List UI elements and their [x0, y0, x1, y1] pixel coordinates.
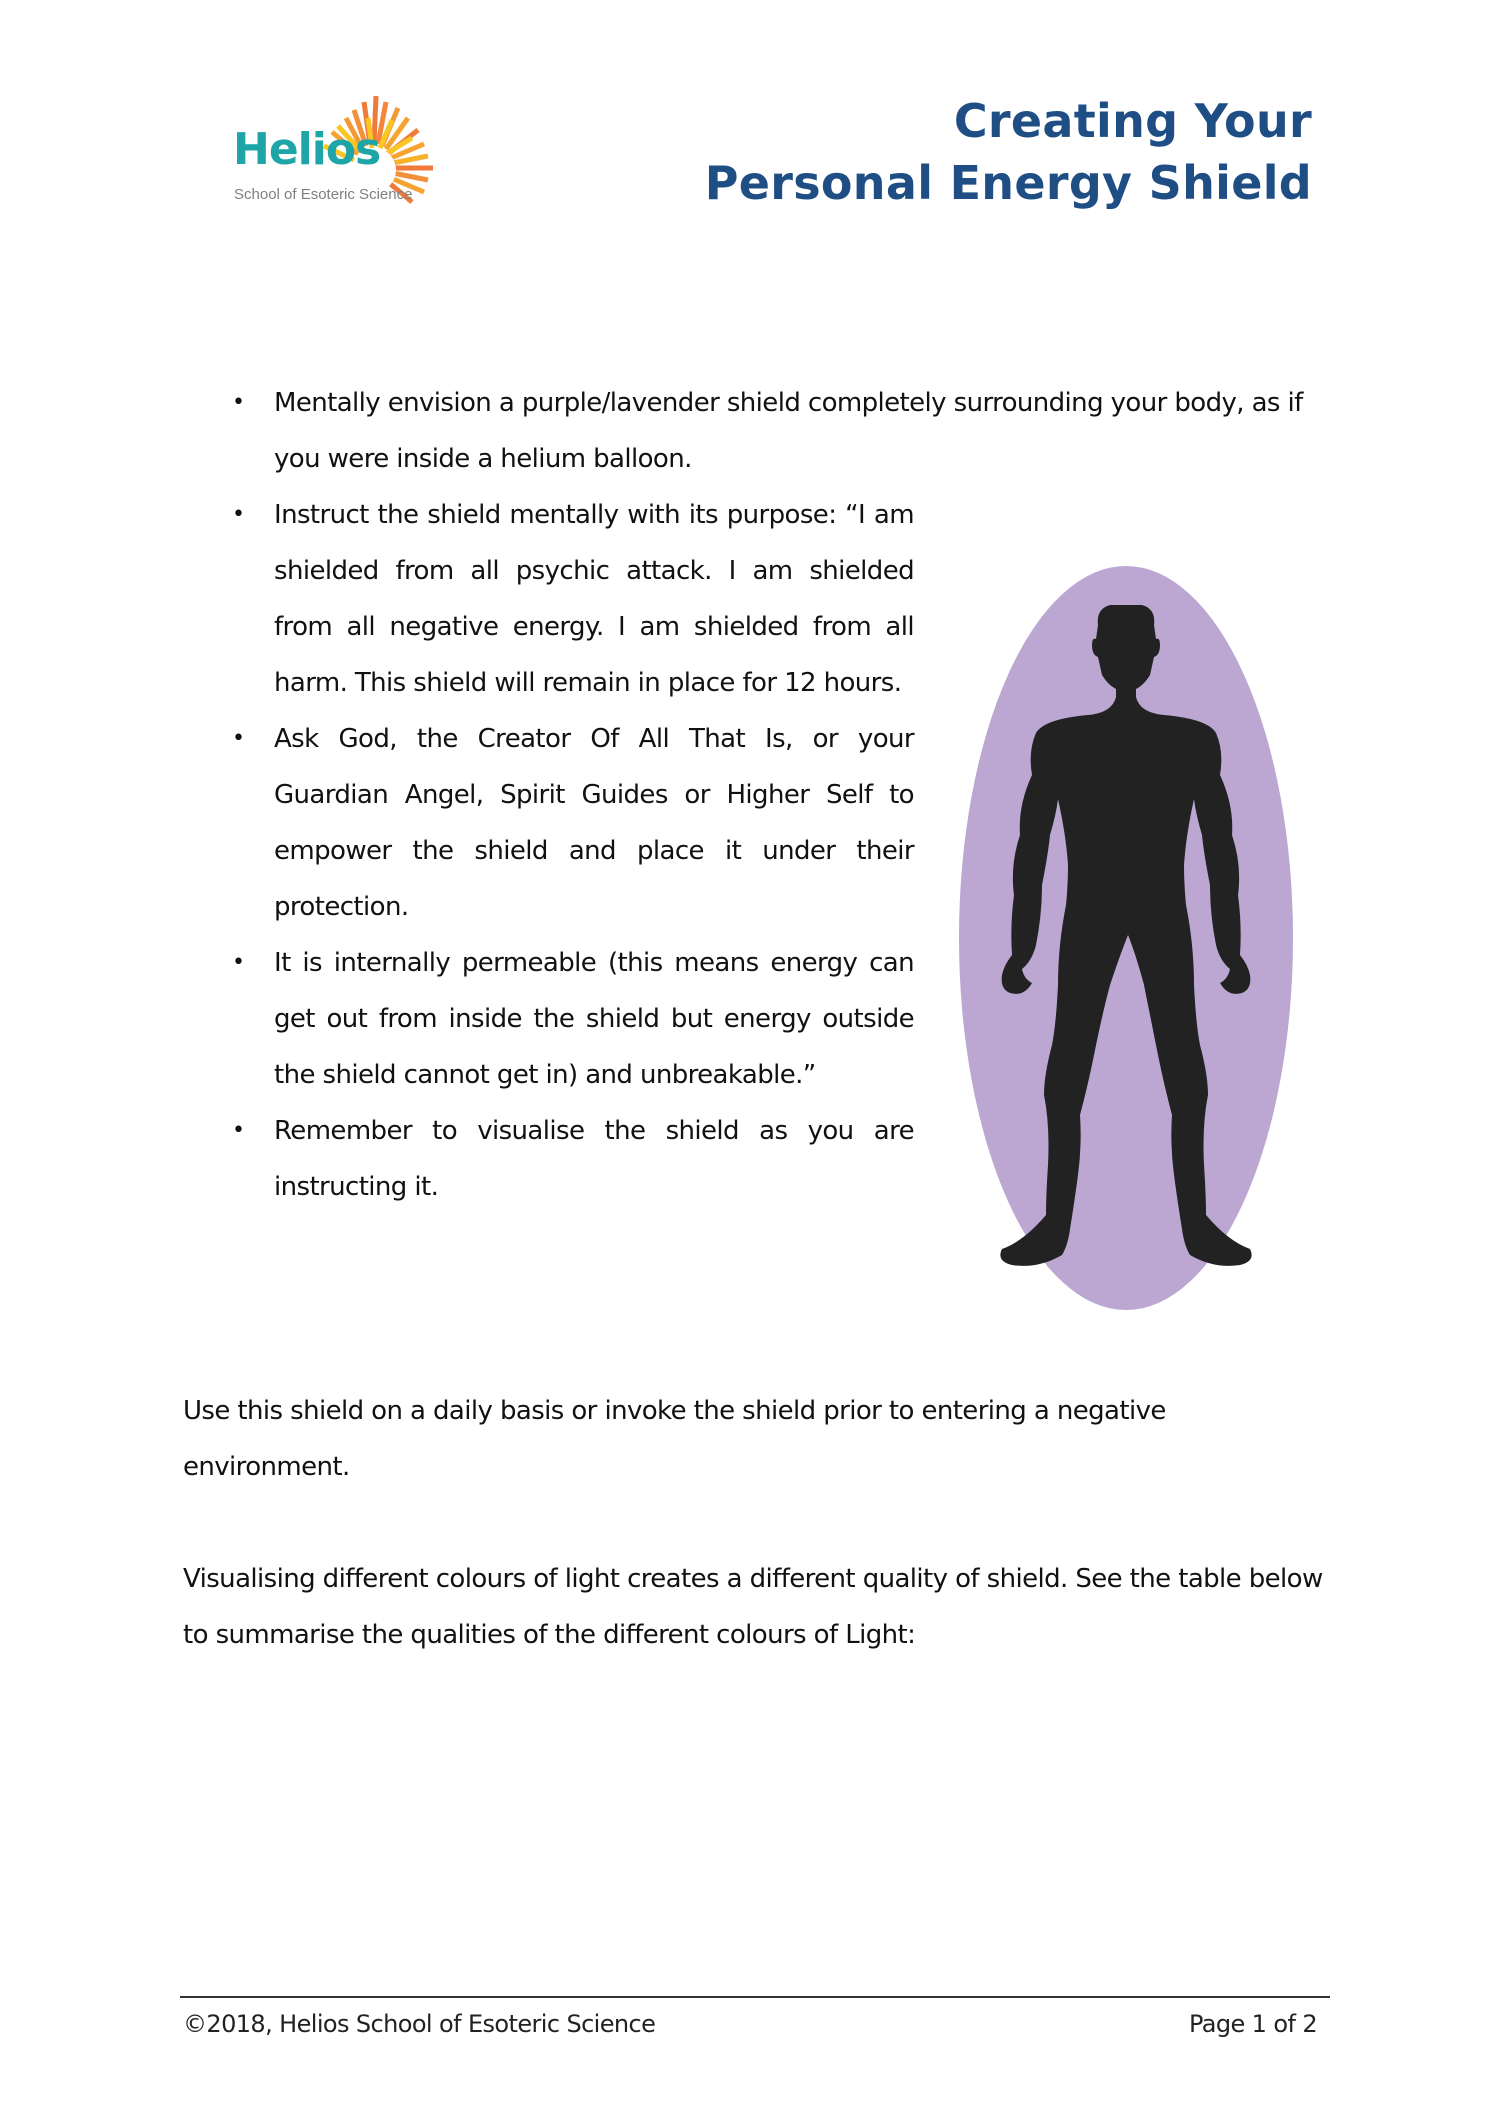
bullet-icon: •: [232, 390, 245, 415]
footer-page-number: Page 1 of 2: [1188, 2010, 1317, 2038]
page-title: [705, 90, 1312, 214]
footer-divider: [180, 1996, 1330, 1998]
bullet-icon: •: [232, 1118, 245, 1143]
list-item-text: Instruct the shield mentally with its purpose: “I am shielded from all psychic attack. I am shielded from all negative energy. I am shielded from all harm. This shield will remain in place for 12 hours.: [274, 500, 914, 698]
list-item: [230, 935, 914, 1103]
title-line-2: Personal Energy Shield: [704, 156, 1312, 210]
bullet-icon: •: [232, 950, 245, 975]
list-item-text: Mentally envision a purple/lavender shield completely surrounding your body, as if you were inside a helium balloon.: [274, 388, 1303, 474]
logo-subtitle: School of Esoteric Science: [234, 186, 413, 203]
list-item: [230, 375, 1324, 487]
bullet-icon: •: [232, 726, 245, 751]
list-item: [230, 1103, 914, 1215]
list-item-text: It is internally permeable (this means energy can get out from inside the shield but energy outside the shield cannot get in) and unbreakable.”: [274, 948, 914, 1090]
list-item: [230, 487, 914, 711]
logo-wordmark: Helios: [233, 124, 381, 175]
shield-figure: [958, 565, 1294, 1311]
list-item-text: Remember to visualise the shield as you are instructing it.: [274, 1116, 914, 1202]
list-item: [230, 711, 914, 935]
bullet-icon: •: [232, 502, 245, 527]
helios-logo: [228, 92, 438, 210]
footer-copyright: ©2018, Helios School of Esoteric Science: [183, 2010, 656, 2038]
colours-paragraph: Visualising different colours of light creates a different quality of shield. See the table below to summarise the qualities of the different colours of Light:: [183, 1564, 1323, 1650]
list-item-text: Ask God, the Creator Of All That Is, or your Guardian Angel, Spirit Guides or Higher Self to empower the shield and place it under their protection.: [274, 724, 914, 922]
title-line-1: Creating Your: [953, 94, 1312, 148]
usage-paragraph: Use this shield on a daily basis or invoke the shield prior to entering a negative environment.: [183, 1396, 1166, 1482]
